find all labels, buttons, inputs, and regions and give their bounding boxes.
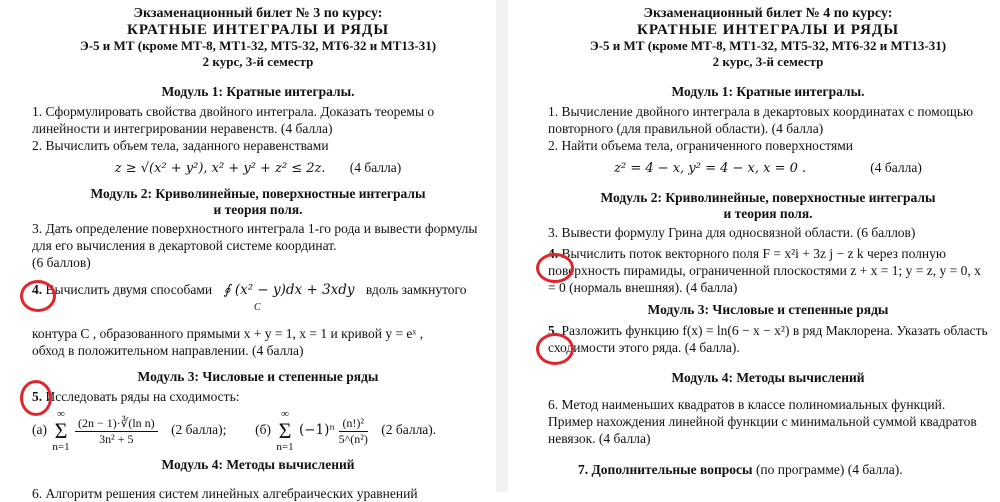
denominator: 5^(n²) xyxy=(338,431,368,446)
module-2-line-2: и теория поля. xyxy=(723,206,813,221)
course-name: КРАТНЫЕ ИНТЕГРАЛЫ И РЯДЫ xyxy=(126,22,390,38)
ticket-title: Экзаменационный билет № 4 по курсу: xyxy=(643,6,893,21)
points: (4 балла) xyxy=(349,160,402,175)
sigma-icon: Σ xyxy=(278,418,292,443)
annotation-circle-q4-right xyxy=(536,253,574,283)
semester: 2 курс, 3-й семестр xyxy=(712,54,824,69)
module-2-line-1: Модуль 2: Криволинейные, поверхностные интегралы xyxy=(600,190,936,205)
question-4 xyxy=(548,245,988,296)
question-2-formula xyxy=(548,157,988,180)
ticket-header xyxy=(32,6,484,70)
sum-bottom: n=1 xyxy=(52,441,70,453)
groups: Э-5 и МТ (кроме МТ-8, МТ1-32, МТ5-32, МТ6-32 и МТ13-31) xyxy=(589,38,947,53)
formula-text: z² = 4 − x, y² = 4 − x, x = 0 . xyxy=(614,161,807,176)
course-name: КРАТНЫЕ ИНТЕГРАЛЫ И РЯДЫ xyxy=(636,22,900,38)
question-3-points: (6 баллов) xyxy=(32,255,91,270)
question-4-text-c: контура C , образованного прямыми x + y = 1, x = 1 и кривой y = eˣ , xyxy=(32,326,424,341)
formula-text: z ≥ √(x² + y²), x² + y² + z² ≤ 2z. xyxy=(114,161,326,176)
question-4-text-a: Вычислить двумя способами xyxy=(45,282,213,297)
module-2-line-2: и теория поля. xyxy=(213,202,303,217)
question-5-number: 5. xyxy=(32,389,43,404)
question-4 xyxy=(32,277,484,303)
module-2-line-1: Модуль 2: Криволинейные, поверхностные интегралы xyxy=(90,186,426,201)
sum-bottom: n=1 xyxy=(276,441,294,453)
groups: Э-5 и МТ (кроме МТ-8, МТ1-32, МТ5-32, МТ6-32 и МТ13-31) xyxy=(79,38,437,53)
question-4-text: Вычислить поток векторного поля F = x²i + 3z j − z k через полную поверхность пирамиды, ограниченной плоскостями z + x = 1; y = z, y = 0, x = 0 (нормаль внешняя). (4 балла) xyxy=(548,246,981,295)
question-7-rest: (по программе) (4 балла). xyxy=(755,462,903,477)
ticket-4 xyxy=(508,0,1000,492)
question-4-text-b: вдоль замкнутого xyxy=(365,282,467,297)
question-4-number: 4. xyxy=(32,282,43,297)
question-1: 1. Сформулировать свойства двойного интеграла. Доказать теоремы о линейности и интегрировании неравенств. (4 балла) xyxy=(32,104,435,136)
sum-top: ∞ xyxy=(57,408,65,420)
page-separator xyxy=(496,0,508,492)
series-a-points: (2 балла); xyxy=(171,422,227,438)
question-6: 6. Алгоритм решения систем линейных алгебраических уравнений xyxy=(32,486,418,501)
question-3: 3. Дать определение поверхностного интеграла 1-го рода и вывести формулы для его вычисления в декартовой системе координат. xyxy=(32,221,478,253)
question-5 xyxy=(32,388,484,405)
module-4-heading: Модуль 4: Методы вычислений xyxy=(161,457,355,472)
question-3: 3. Вывести формулу Грина для односвязной области. (6 баллов) xyxy=(548,225,916,240)
question-7-label: 7. Дополнительные вопросы xyxy=(578,462,753,477)
series-b-term xyxy=(339,416,368,447)
series-b-points: (2 балла). xyxy=(381,422,437,438)
contour-subscript: C xyxy=(254,302,261,313)
module-3-heading: Модуль 3: Числовые и степенные ряды xyxy=(647,302,889,317)
question-7 xyxy=(548,461,988,478)
question-2-formula xyxy=(32,157,484,180)
module-4-heading: Модуль 4: Методы вычислений xyxy=(671,370,865,385)
series-row xyxy=(32,409,484,453)
annotation-circle-q4-left xyxy=(20,280,56,312)
question-5 xyxy=(548,322,988,356)
module-2-heading xyxy=(548,190,988,222)
sigma-icon: Σ xyxy=(54,418,68,443)
contour-integral: ∮ (x² − y)dx + 3xdy xyxy=(223,282,355,298)
points: (4 балла) xyxy=(870,160,922,175)
question-2: 2. Вычислить объем тела, заданного неравенствами xyxy=(32,138,329,153)
numerator: (n!)² xyxy=(339,416,368,432)
module-3-heading: Модуль 3: Числовые и степенные ряды xyxy=(137,369,379,384)
question-5-text: Исследовать ряды на сходимость: xyxy=(45,389,240,404)
question-4-text-d: обход в положительном направлении. (4 балла) xyxy=(32,343,304,358)
sum-top: ∞ xyxy=(281,408,289,420)
annotation-circle-q5-left xyxy=(20,380,52,416)
module-1-heading: Модуль 1: Кратные интегралы. xyxy=(161,84,355,99)
semester: 2 курс, 3-й семестр xyxy=(202,54,314,69)
series-a-label: (а) xyxy=(32,422,47,438)
ticket-3 xyxy=(0,0,494,501)
question-1: 1. Вычисление двойного интеграла в декартовых координатах с помощью повторного (для правильной области). (4 балла) xyxy=(548,104,974,136)
question-6: 6. Метод наименьших квадратов в классе полиномиальных функций. Пример нахождения линейной функции с минимальной суммой квадратов невязок. (4 балла) xyxy=(548,397,977,446)
module-2-heading xyxy=(32,186,484,218)
alternating-sign: (−1)ⁿ xyxy=(298,422,336,439)
question-2: 2. Найти объема тела, ограниченного поверхностями xyxy=(548,138,853,153)
ticket-header xyxy=(548,6,988,70)
denominator: 3n² + 5 xyxy=(99,431,134,446)
module-1-heading: Модуль 1: Кратные интегралы. xyxy=(671,84,865,99)
question-5-text: Разложить функцию f(x) = ln(6 − x − x²) в ряд Маклорена. Указать область сходимости этого ряда. (4 балла). xyxy=(548,323,988,355)
series-a-term xyxy=(75,416,158,447)
series-b-sum xyxy=(276,409,293,453)
annotation-circle-q5-right xyxy=(536,333,574,365)
question-4-number: 4. xyxy=(548,246,559,261)
question-5-number: 5. xyxy=(548,323,559,338)
ticket-title: Экзаменационный билет № 3 по курсу: xyxy=(133,6,383,21)
numerator: (2n − 1)·∛(ln n) xyxy=(75,416,158,432)
series-b-label: (б) xyxy=(255,422,271,438)
series-a-sum xyxy=(52,409,69,453)
